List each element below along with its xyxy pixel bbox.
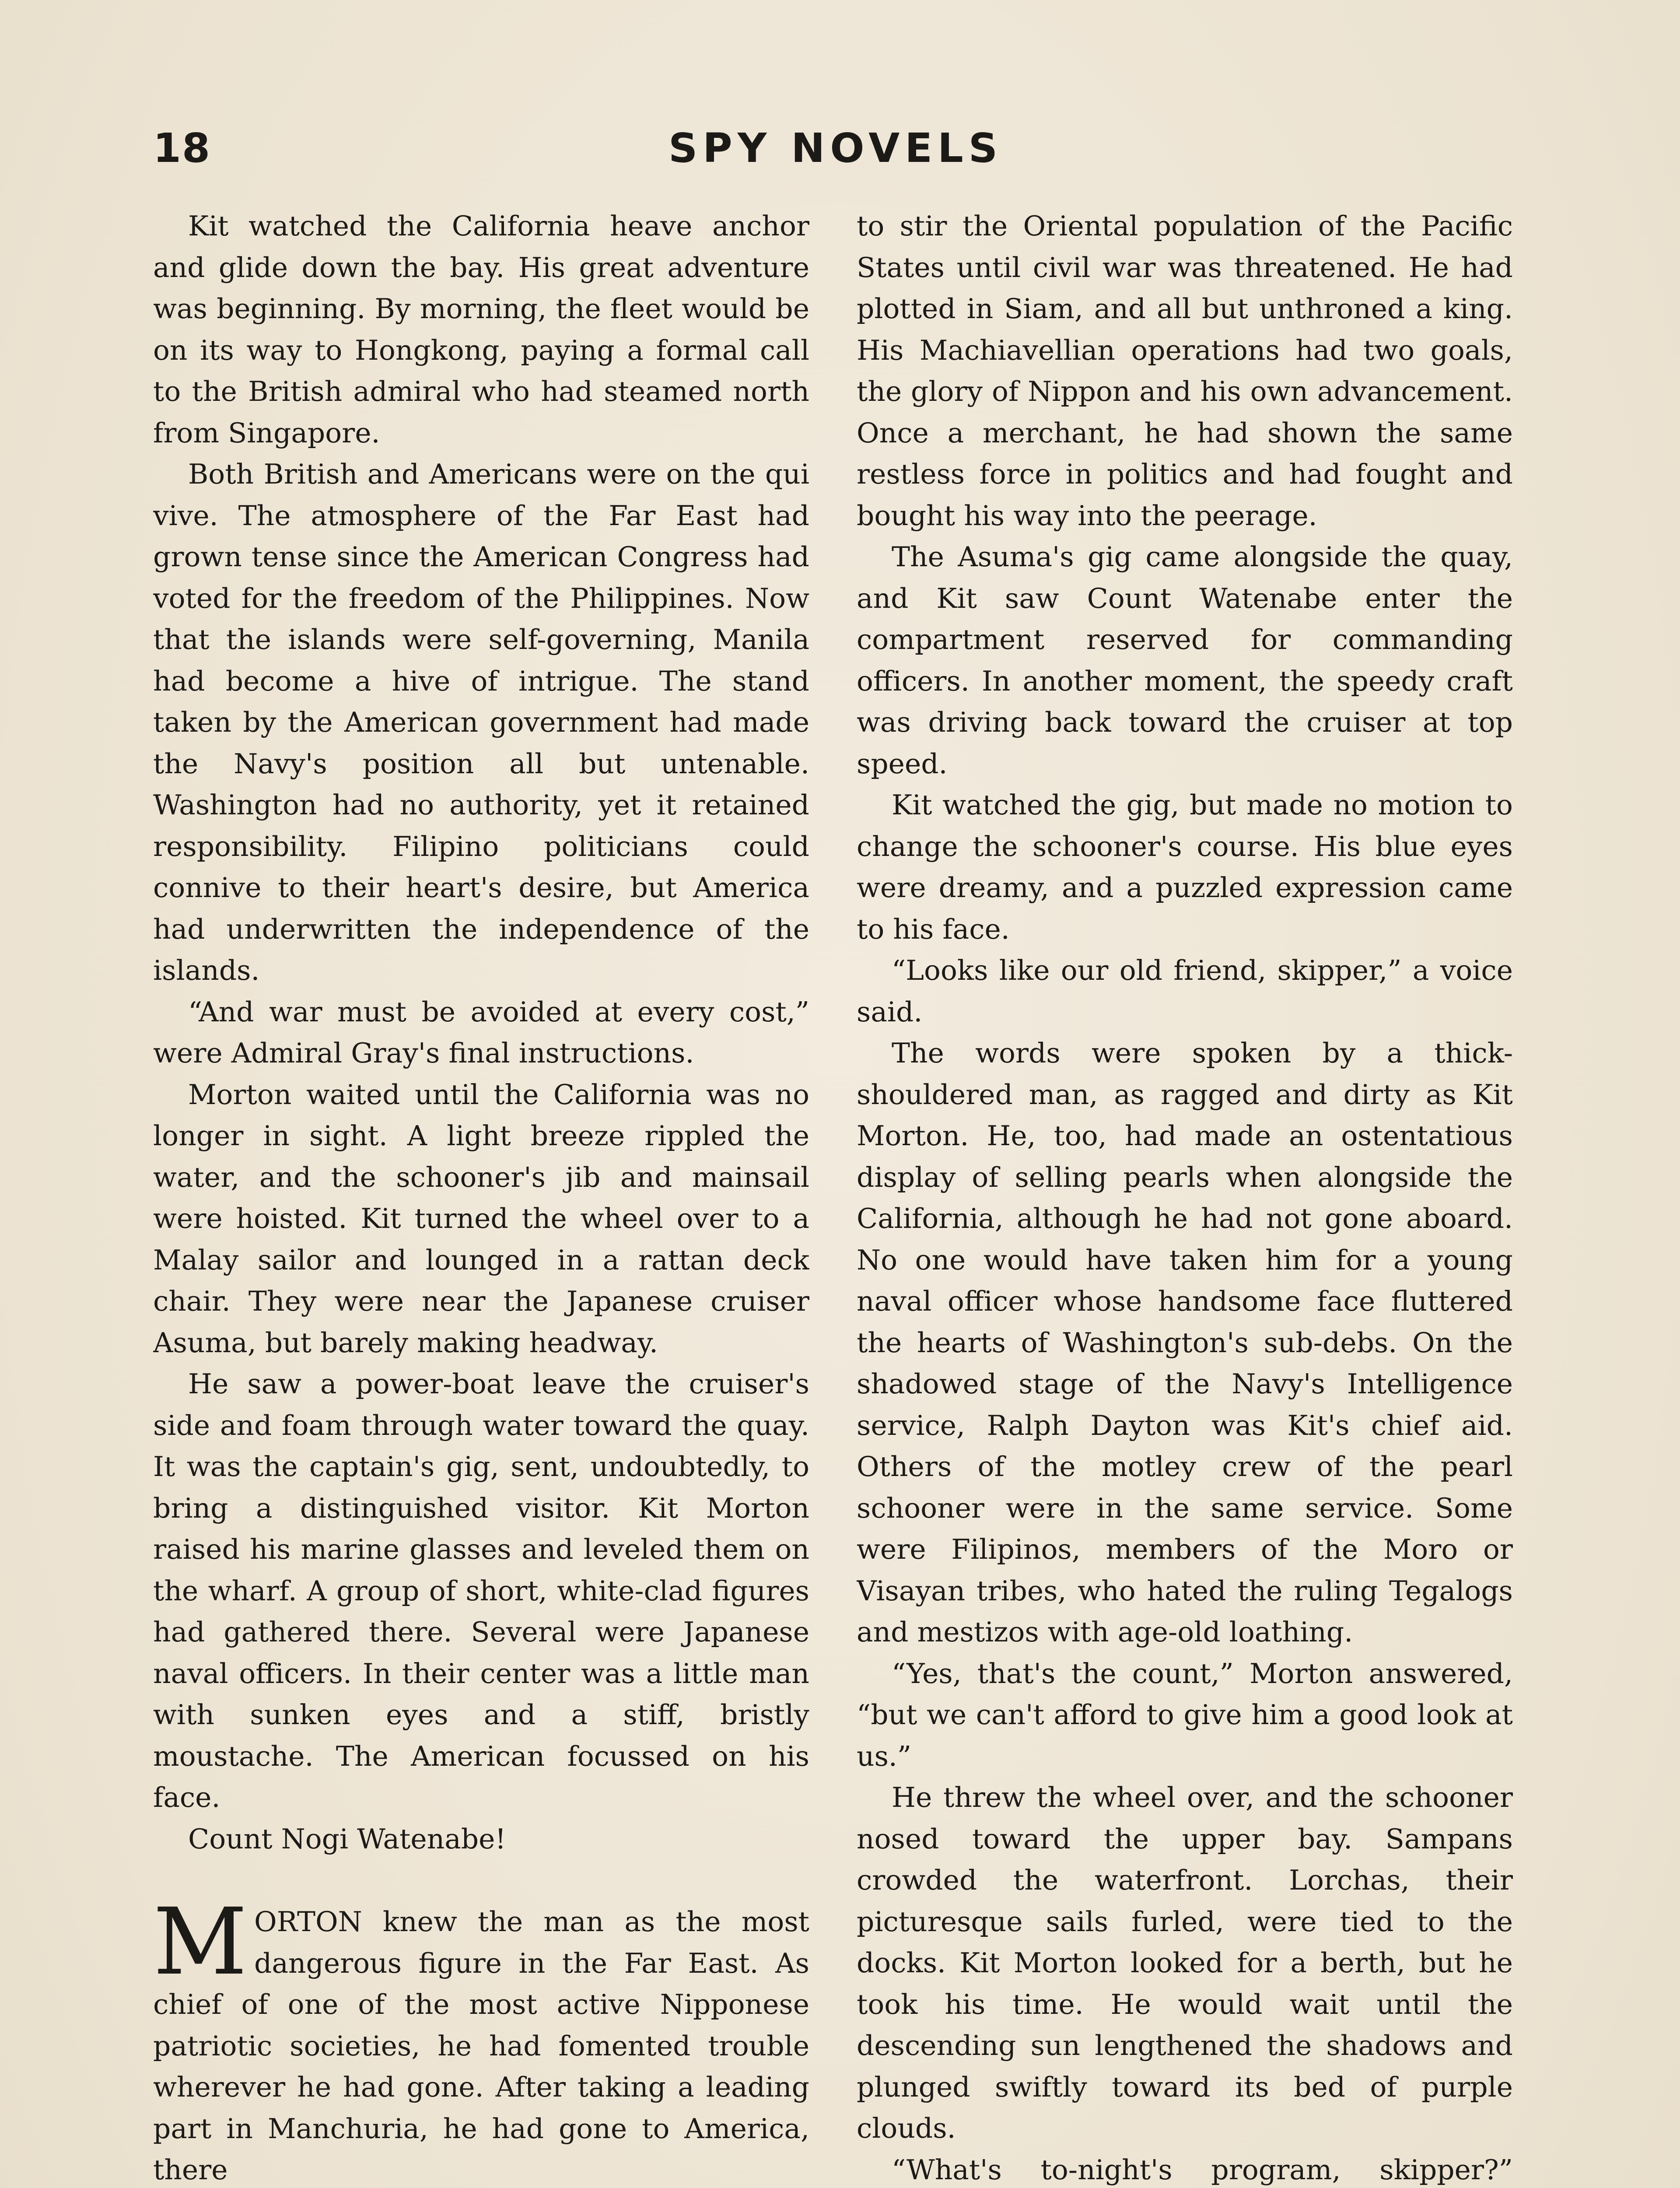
paragraph: “What's to-night's program, skipper?” xyxy=(892,2153,1513,2186)
dropcap-paragraph xyxy=(153,1888,809,2188)
drop-cap-letter: M xyxy=(153,1888,248,1995)
page-header xyxy=(153,125,1518,186)
paragraph: Kit watched the gig, but made no motion to change the schooner's course. His blue eyes were dreamy, and a puzzled expression came to his face. xyxy=(857,789,1513,945)
paragraph: The Asuma's gig came alongside the quay, and Kit saw Count Watenabe enter the compartment reserved for commanding officers. In another moment, the speedy craft was driving back toward the cruiser at top speed. xyxy=(857,541,1513,780)
left-column xyxy=(153,206,809,2188)
paragraph: to stir the Oriental population of the Pacific States until civil war was threatened. He had plotted in Siam, and all but unthroned a king. His Machiavellian operations had two goals, the glory of Nippon and his own advancement. Once a merchant, he had shown the same restless force in politics and had fought and bought his way into the peerage. xyxy=(857,210,1513,532)
right-column xyxy=(857,206,1513,2188)
paragraph: Count Nogi Watenabe! xyxy=(188,1823,506,1855)
paragraph: “Yes, that's the count,” Morton answered, “but we can't afford to give him a good look at us.” xyxy=(857,1657,1513,1772)
running-title: SPY NOVELS xyxy=(668,125,1003,172)
paragraph: Both British and Americans were on the qui vive. The atmosphere of the Far East had grown tense since the American Congress had voted for the freedom of the Philippines. Now that the islands were self-governing, Manila had become a hive of intrigue. The stand taken by the American government had made the Navy's position all but untenable. Washington had no authority, yet it retained responsibility. Filipino politicians could connive to their heart's desire, but America had underwritten the independence of the islands. xyxy=(153,458,809,986)
paragraph: Kit watched the California heave anchor and glide down the bay. His great adventure was beginning. By morning, the fleet would be on its way to Hongkong, paying a formal call to the British admiral who had steamed north from Singapore. xyxy=(153,210,809,449)
paragraph: “Looks like our old friend, skipper,” a voice said. xyxy=(857,954,1513,1028)
paragraph: The words were spoken by a thick-shouldered man, as ragged and dirty as Kit Morton. He, too, had made an ostentatious display of selling pearls when alongside the California, although he had not gone aboard. No one would have taken him for a young naval officer whose handsome face fluttered the hearts of Washington's sub-debs. On the shadowed stage of the Navy's Intelligence service, Ralph Dayton was Kit's chief aid. Others of the motley crew of the pearl schooner were in the same service. Some were Filipinos, members of the Moro or Visayan tribes, who hated the ruling Tegalogs and mestizos with age-old loathing. xyxy=(857,1037,1513,1648)
page-number: 18 xyxy=(153,125,211,172)
paragraph: He saw a power-boat leave the cruiser's side and foam through water toward the quay. It was the captain's gig, sent, undoubtedly, to bring a distinguished visitor. Kit Morton raised his marine glasses and leveled them on the wharf. A group of short, white-clad figures had gathered there. Several were Japanese naval officers. In their center was a little man with sunken eyes and a stiff, bristly moustache. The American focussed on his face. xyxy=(153,1368,809,1813)
paragraph: He threw the wheel over, and the schooner nosed toward the upper bay. Sampans crowded the waterfront. Lorchas, their picturesque sails furled, were tied to the docks. Kit Morton looked for a berth, but he took his time. He would wait until the descending sun lengthened the shadows and plunged swiftly toward its bed of purple clouds. xyxy=(857,1781,1513,2144)
paragraph: “And war must be avoided at every cost,” were Admiral Gray's final instructions. xyxy=(153,996,809,1069)
dropcap-paragraph-text: ORTON knew the man as the most dangerous figure in the Far East. As chief of one of the most active Nipponese patriotic societies, he had fomented trouble wherever he had gone. After taking a leading part in Manchuria, he had gone to America, there xyxy=(153,1906,809,2186)
paragraph: Morton waited until the California was no longer in sight. A light breeze rippled the water, and the schooner's jib and mainsail were hoisted. Kit turned the wheel over to a Malay sailor and lounged in a rattan deck chair. They were near the Japanese cruiser Asuma, but barely making headway. xyxy=(153,1078,809,1359)
